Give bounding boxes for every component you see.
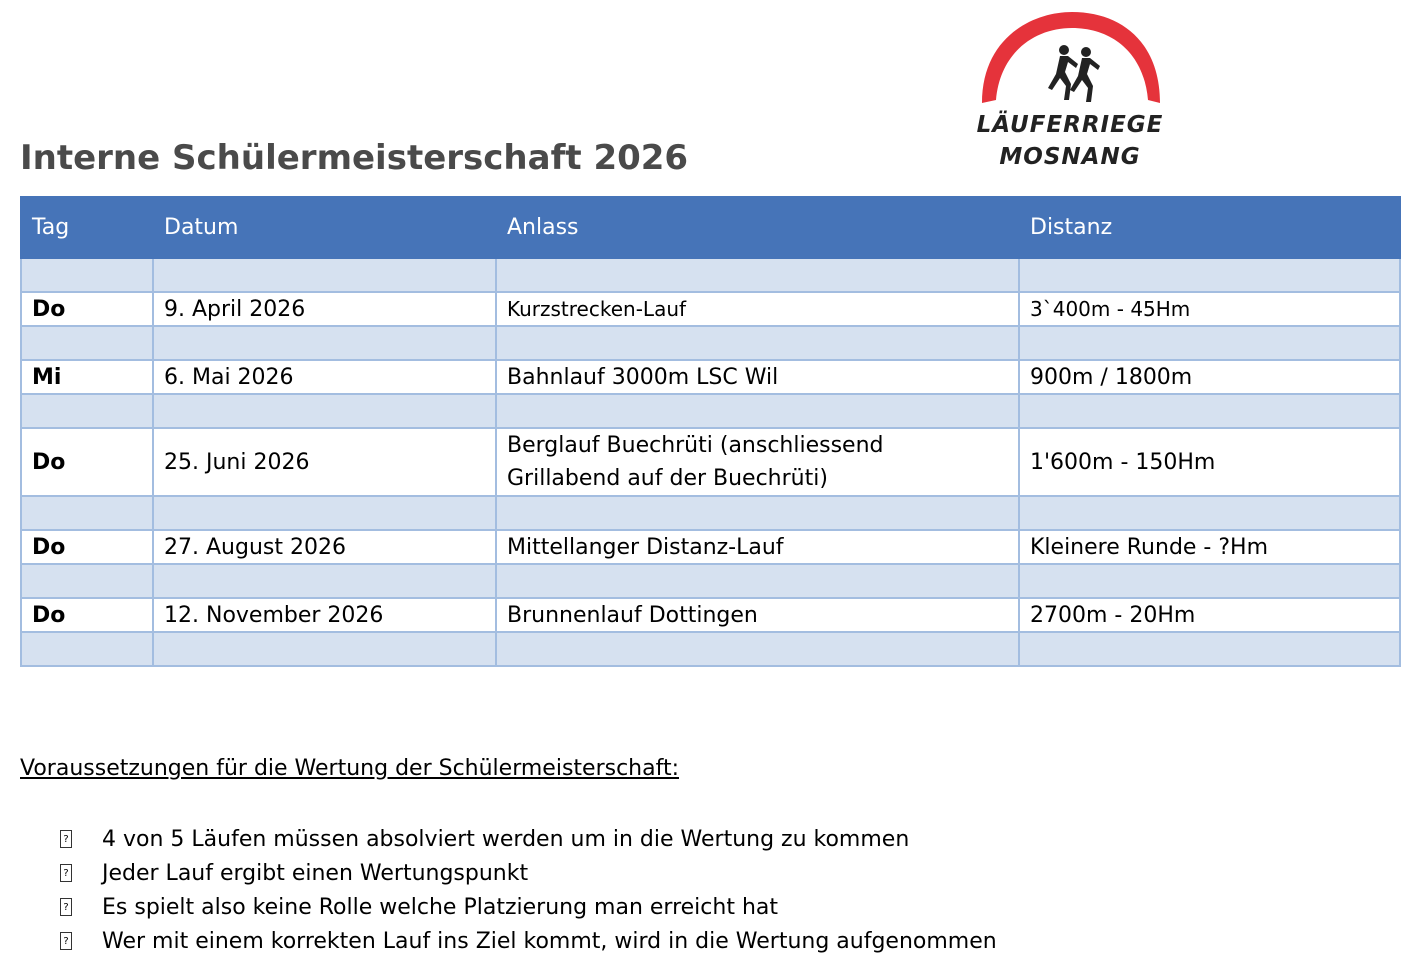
- cell-distanz: Kleinere Runde - ?Hm: [1019, 530, 1400, 564]
- page-title: Interne Schülermeisterschaft 2026: [20, 138, 689, 178]
- spacer-row: [21, 326, 1400, 360]
- cell-distanz: 3`400m - 45Hm: [1019, 292, 1400, 326]
- list-item: [60, 924, 997, 958]
- header-distanz: Distanz: [1019, 197, 1400, 258]
- runners-arch-icon: [972, 8, 1168, 118]
- cell-tag: Do: [21, 530, 153, 564]
- requirement-text: Jeder Lauf ergibt einen Wertungspunkt: [102, 860, 529, 886]
- spacer-row: [21, 564, 1400, 598]
- cell-tag: Do: [21, 598, 153, 632]
- cell-distanz: 900m / 1800m: [1019, 360, 1400, 394]
- cell-anlass: Mittellanger Distanz-Lauf: [496, 530, 1019, 564]
- table-row: [21, 292, 1400, 326]
- cell-tag: Do: [21, 292, 153, 326]
- header-datum: Datum: [153, 197, 496, 258]
- list-item: [60, 856, 997, 890]
- cell-distanz: 2700m - 20Hm: [1019, 598, 1400, 632]
- cell-tag: Do: [21, 428, 153, 496]
- list-item: [60, 890, 997, 924]
- table-row: [21, 360, 1400, 394]
- requirement-text: Wer mit einem korrekten Lauf ins Ziel kommt, wird in die Wertung aufgenommen: [102, 928, 997, 954]
- bullet-icon: ?: [60, 864, 72, 882]
- table-row: [21, 598, 1400, 632]
- cell-datum: 27. August 2026: [153, 530, 496, 564]
- cell-datum: 9. April 2026: [153, 292, 496, 326]
- cell-tag: Mi: [21, 360, 153, 394]
- list-item: [60, 822, 997, 856]
- table-row: [21, 530, 1400, 564]
- cell-datum: 12. November 2026: [153, 598, 496, 632]
- cell-anlass: Bahnlauf 3000m LSC Wil: [496, 360, 1019, 394]
- cell-anlass-line2: Grillabend auf der Buechrüti): [507, 466, 828, 491]
- requirements-heading: Voraussetzungen für die Wertung der Schülermeisterschaft:: [20, 756, 679, 781]
- cell-anlass-line1: Berglauf Buechrüti (anschliessend: [507, 433, 884, 458]
- logo-text-line2: MOSNANG: [999, 144, 1141, 170]
- club-logo: [972, 8, 1168, 176]
- requirement-text: 4 von 5 Läufen müssen absolviert werden um in die Wertung zu kommen: [102, 826, 910, 852]
- requirement-text: Es spielt also keine Rolle welche Platzierung man erreicht hat: [102, 894, 778, 920]
- bullet-icon: ?: [60, 830, 72, 848]
- spacer-row: [21, 394, 1400, 428]
- bullet-icon: ?: [60, 898, 72, 916]
- cell-datum: 6. Mai 2026: [153, 360, 496, 394]
- requirements-list: [60, 822, 997, 958]
- table-header-row: [21, 197, 1400, 258]
- cell-anlass: Brunnenlauf Dottingen: [496, 598, 1019, 632]
- cell-anlass: Kurzstrecken-Lauf: [496, 292, 1019, 326]
- spacer-row: [21, 496, 1400, 530]
- table-row: [21, 428, 1400, 496]
- spacer-row: [21, 258, 1400, 292]
- cell-distanz: 1'600m - 150Hm: [1019, 428, 1400, 496]
- bullet-icon: ?: [60, 932, 72, 950]
- logo-text-line1: LÄUFERRIEGE: [976, 112, 1164, 138]
- cell-datum: 25. Juni 2026: [153, 428, 496, 496]
- cell-anlass: [496, 428, 1019, 496]
- schedule-table: [20, 196, 1401, 667]
- header-tag: Tag: [21, 197, 153, 258]
- spacer-row: [21, 632, 1400, 666]
- header-anlass: Anlass: [496, 197, 1019, 258]
